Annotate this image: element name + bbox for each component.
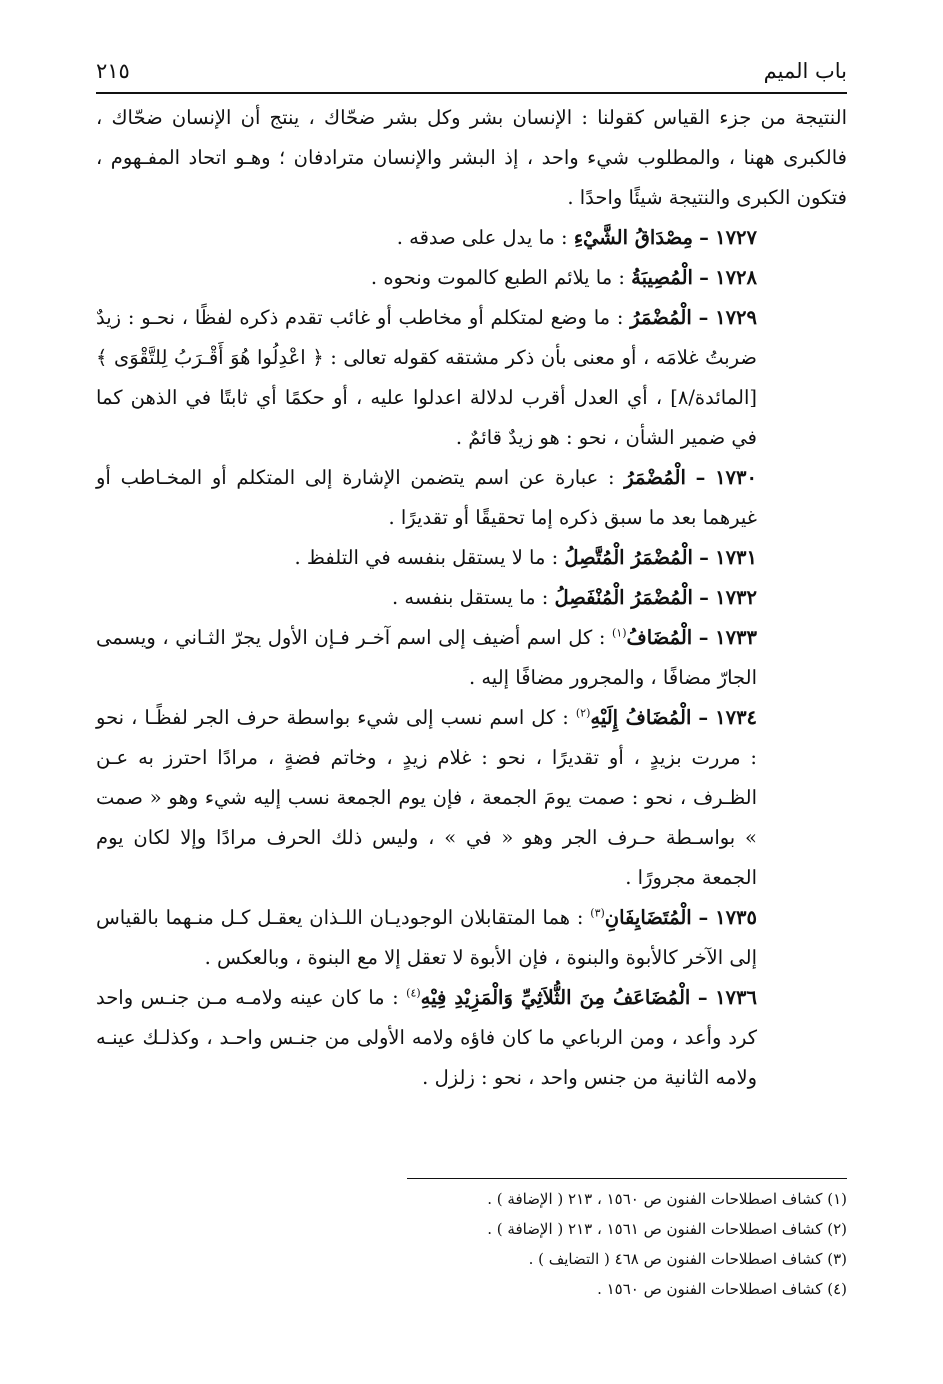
footnote-3 [96,1244,847,1274]
entry-definition: : ما يلائم الطبع كالموت ونحوه . [370,266,625,289]
entry-number: ١٧٣٥ [715,906,758,929]
entry-definition: : ما يدل على صدقه . [396,226,568,249]
entry-definition: : ما كان عينه ولامـه مـن جنـس واحد كرد وأعد ، ومن الرباعي ما كان فاؤه ولامه الأولى من جنـس واحـد ، وكذلـك عينـه ولامه الثانية من جنس واحد ، نحو : زلزل . [96,986,757,1089]
entry-number: ١٧٣٤ [715,706,758,729]
entry-dash: – [695,466,706,489]
footnote-1 [96,1184,847,1214]
entry-number: ١٧٣٣ [715,626,758,649]
entry-1732 [96,578,847,618]
entry-dash: – [699,226,709,249]
entry-number: ١٧٣١ [715,546,757,569]
entry-dash: – [698,626,709,649]
footnote-ref: (٣) [590,906,605,920]
main-text [96,98,847,1098]
footnote-2 [96,1214,847,1244]
entry-1729 [96,298,847,458]
entry-number: ١٧٢٨ [715,266,757,289]
entry-1736 [96,978,847,1098]
entry-number: ١٧٣٢ [715,586,757,609]
entry-1733 [96,618,847,698]
footnote-mark: (١) [827,1190,847,1208]
entry-dash: – [699,586,709,609]
footnote-text: كشاف اصطلاحات الفنون ص ١٥٦١ ، ٢١٣ ( الإضافة ) . [487,1220,823,1238]
entry-1735 [96,898,847,978]
entry-dash: – [697,986,708,1009]
entry-1728 [96,258,847,298]
entry-1727 [96,218,847,258]
footnote-mark: (٢) [827,1220,847,1238]
entry-number: ١٧٢٧ [715,226,757,249]
footnote-text: كشاف اصطلاحات الفنون ص ٤٦٨ ( التضايف ) . [528,1250,823,1268]
entry-term: الْمُتَضَايِفَانِ [604,906,692,929]
entry-definition: : ما لا يستقل بنفسه في التلفظ . [294,546,559,569]
entry-number: ١٧٢٩ [715,306,758,329]
entry-term: الْمُضْمَرُ [630,306,692,329]
entry-dash: – [698,706,709,729]
entry-1730 [96,458,847,538]
footnote-rule [407,1178,847,1179]
entry-1734 [96,698,847,898]
entry-1731 [96,538,847,578]
entry-term: الْمُضَافُ [626,626,693,649]
footnote-text: كشاف اصطلاحات الفنون ص ١٥٦٠ ، ٢١٣ ( الإضافة ) . [487,1190,823,1208]
entry-definition: : كل اسم نسب إلى شيء بواسطة حرف الجر لفظًـا ، نحو : مررت بزيدٍ ، أو تقديرًا ، نحو : غلام زيدٍ ، وخاتم فضةٍ ، مرادًا احترز به عـن الظـرف ، نحو : صمت يومَ الجمعة ، فإن يوم الجمعة نسب إليه شيء وهو « صمت » بواسـطة حـرف الجر وهو « في » ، وليس ذلك الحرف مرادًا وإلا لكان يوم الجمعة مجرورًا . [96,706,757,889]
paragraph-intro [96,98,847,218]
footnote-4 [96,1274,847,1304]
footnote-text: كشاف اصطلاحات الفنون ص ١٥٦٠ . [597,1280,823,1298]
paragraph-text: النتيجة من جزء القياس كقولنا : الإنسان بشر وكل بشر ضحّاك ، ينتج أن الإنسان ضحّاك ، فالكبرى ههنا ، والمطلوب شيء واحد ، إذ البشر والإنسان مترادفان ؛ وهـو اتحاد المفـهوم ، فتكون الكبرى والنتيجة شيئًا واحدًا . [96,106,847,209]
entry-definition: : ما وضع لمتكلم أو مخاطب أو غائب تقدم ذكره لفظًا ، نحـو : زيدٌ ضربتُ غلامَه ، أو معنى بأن ذكر مشتقه كقوله تعالى : ﴿ اعْدِلُوا هُوَ أَقْـرَبُ لِلتَّقْوَى ﴾ [المائدة/٨] ، أي العدل أقرب لدلالة اعدلوا عليه ، أو حكمًا أي ثابتًا في الذهن كما في ضمير الشأن ، نحو : هو زيدٌ قائمٌ . [96,306,757,449]
footnotes [96,1184,847,1304]
entry-term: الْمُصِيبَةُ [631,266,693,289]
entry-definition: : عبارة عن اسم يتضمن الإشارة إلى المتكلم أو المخـاطب أو غيرهما بعد ما سبق ذكره إما تحقيقًا أو تقديرًا . [96,466,757,529]
entry-term: الْمُضْمَرُ الْمُنْفَصِلُ [554,586,693,609]
entry-term: الْمُضْمَرُ الْمُتَّصِلُ [564,546,693,569]
entry-number: ١٧٣٦ [715,986,757,1009]
entry-dash: – [698,906,709,929]
chapter-title: باب الميم [763,59,847,83]
entry-term: الْمُضَاعَفُ مِنَ الثُّلاَثِيِّ وَالْمَزِيْدِ فِيْهِ [420,986,691,1009]
entry-term: الْمُضَافُ إِلَيْهِ [590,706,692,729]
footnote-ref: (٤) [406,986,421,1000]
page-number: ٢١٥ [96,59,130,83]
entry-definition: : ما يستقل بنفسه . [391,586,549,609]
entry-number: ١٧٣٠ [715,466,757,489]
entry-definition: : كل اسم أضيف إلى اسم آخـر فـإن الأول يجرّ الثـاني ، ويسمى الجارّ مضافًا ، والمجرور مضافًا إليه . [96,626,757,689]
entry-dash: – [699,546,709,569]
entry-dash: – [699,266,709,289]
footnote-mark: (٤) [827,1280,847,1298]
page-header [96,52,847,90]
entry-term: الْمُضْمَرُ [624,466,686,489]
entry-term: مِصْدَاقُ الشَّيْءِ [573,226,693,249]
footnote-mark: (٣) [827,1250,847,1268]
header-rule [96,92,847,94]
footnote-ref: (١) [611,626,627,640]
entry-definition: : هما المتقابلان الوجوديـان اللـذان يعقـل كـل منـهما بالقياس إلى الآخر كالأبوة والبنوة ، فإن الأبوة لا تعقل إلا مع البنوة ، وبالعكس . [96,906,757,969]
footnote-ref: (٢) [575,706,591,720]
entry-dash: – [698,306,709,329]
